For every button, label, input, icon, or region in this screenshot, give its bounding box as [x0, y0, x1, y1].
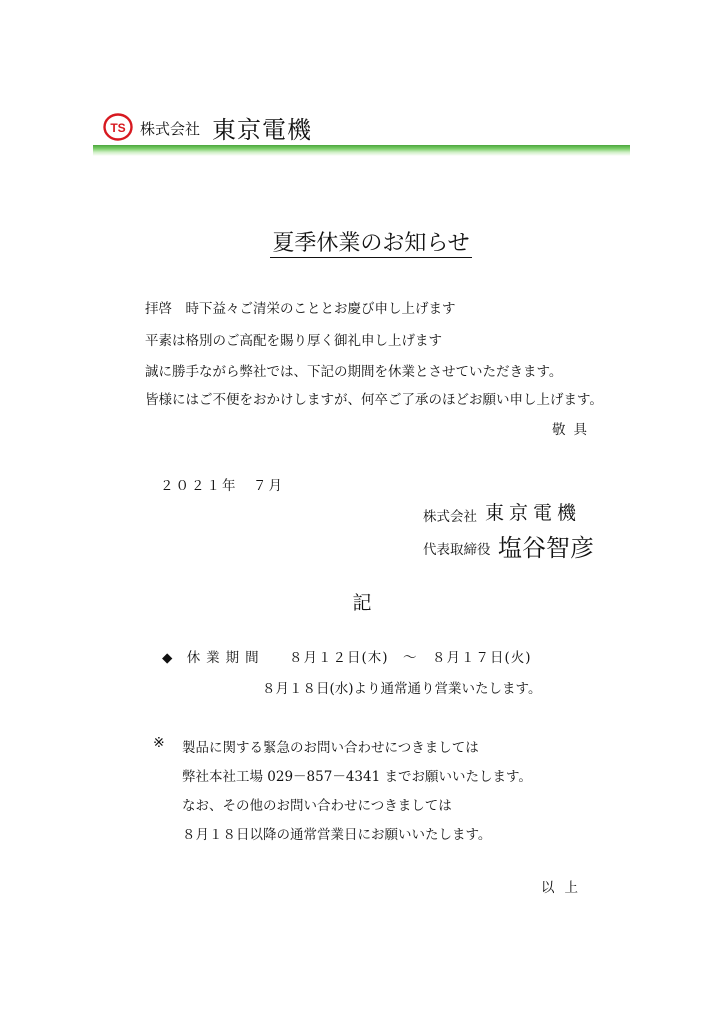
signature-company-name: 東京電機 [485, 502, 582, 524]
company-logo [103, 113, 133, 141]
greeting-line-2: 平素は格別のご高配を賜り厚く御礼申し上げます [145, 333, 442, 349]
greeting-line-3: 誠に勝手ながら弊社では、下記の期間を休業とさせていただきます。 [145, 364, 563, 380]
signature-name: 塩谷智彦 [498, 534, 594, 562]
notice-date: ２０２１年 ７月 [160, 478, 284, 494]
resume-notice: ８月１８日(水)より通常通り営業いたします。 [262, 681, 542, 697]
header-divider-bar [93, 145, 630, 156]
diamond-bullet-icon: ◆ [162, 650, 173, 666]
holiday-label: 休業期間 [186, 650, 265, 666]
note-line-2: 弊社本社工場 029－857－4341 までお願いいたします。 [182, 769, 532, 785]
note-line-1: 製品に関する緊急のお問い合わせにつきましては [182, 740, 479, 756]
note-line-3: なお、その他のお問い合わせにつきましては [182, 798, 452, 814]
signature-company-prefix: 株式会社 [423, 509, 477, 525]
header-company-name: 東京電機 [212, 116, 312, 144]
greeting-line-4: 皆様にはご不便をおかけしますが、何卒ご了承のほどお願い申し上げます。 [145, 392, 603, 408]
page-title [0, 226, 724, 257]
holiday-range: ８月１２日(木) ～ ８月１７日(火) [288, 650, 532, 666]
svg-text:TS: TS [110, 121, 126, 135]
holiday-period-line [162, 646, 532, 666]
note-line-4: ８月１８日以降の通常営業日にお願いいたします。 [182, 827, 492, 843]
title-text: 夏季休業のお知らせ [272, 231, 470, 256]
closing-keigu: 敬具 [552, 422, 595, 438]
ki-heading: 記 [352, 592, 372, 614]
closing-ijou: 以上 [541, 880, 588, 896]
greeting-line-1: 拝啓 時下益々ご清栄のこととお慶び申し上げます [145, 301, 456, 317]
header-company-prefix: 株式会社 [140, 120, 201, 138]
signature-title: 代表取締役 [423, 542, 491, 558]
note-mark: ※ [153, 735, 165, 751]
